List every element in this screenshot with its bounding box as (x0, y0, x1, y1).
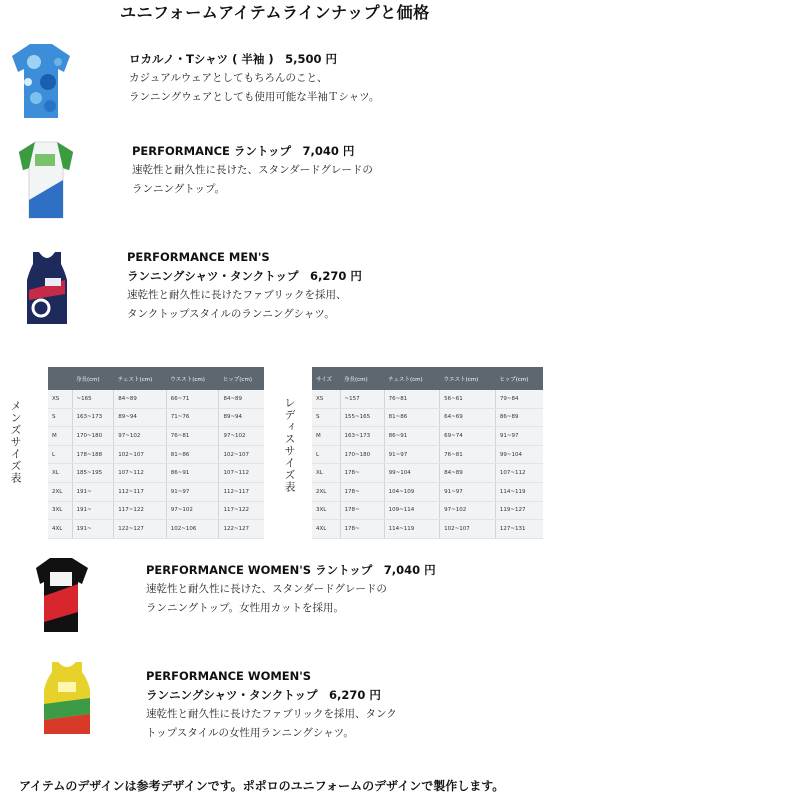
table-row (312, 520, 543, 539)
table-cell: 71~76 (166, 408, 219, 427)
table-cell: XL (312, 464, 340, 483)
table-cell: 86~91 (166, 464, 219, 483)
column-header: ウエスト(cm) (440, 367, 496, 390)
item-name: ロカルノ・Tシャツ ( 半袖 ) 5,500 円 (129, 52, 338, 66)
table-cell: 79~84 (495, 390, 543, 408)
run-top-image (15, 140, 77, 220)
ladies-size-table (312, 367, 543, 539)
table-cell: 178~188 (72, 445, 114, 464)
table-row (312, 408, 543, 427)
table-cell: 4XL (312, 520, 340, 539)
table-cell: 69~74 (440, 427, 496, 446)
table-cell: 2XL (48, 482, 72, 501)
table-cell: 84~89 (114, 390, 167, 408)
item-1 (129, 50, 379, 107)
table-cell: 114~119 (384, 520, 440, 539)
table-cell: 4XL (48, 520, 72, 539)
table-cell: 99~104 (384, 464, 440, 483)
table-row (312, 390, 543, 408)
table-row (48, 445, 264, 464)
table-row (48, 520, 264, 539)
item-5 (146, 667, 397, 743)
table-row (48, 390, 264, 408)
table-cell: S (48, 408, 72, 427)
item-name: PERFORMANCE WOMEN'S ラントップ 7,040 円 (146, 563, 436, 577)
mens-size-label: メンズサイズ表 (9, 400, 22, 484)
table-cell: 191~ (72, 482, 114, 501)
table-cell: 76~81 (166, 427, 219, 446)
item-desc-line: 速乾性と耐久性に長けたファブリックを採用、タンク (146, 708, 397, 720)
table-cell: 76~81 (440, 445, 496, 464)
table-cell: S (312, 408, 340, 427)
table-cell: 64~69 (440, 408, 496, 427)
item-desc-line: 速乾性と耐久性に長けたファブリックを採用、 (127, 289, 347, 301)
table-cell: 66~71 (166, 390, 219, 408)
item-name: PERFORMANCE WOMEN'S (146, 669, 312, 683)
table-cell: 170~180 (340, 445, 384, 464)
item-desc-line: ランニングトップ。 (132, 183, 226, 195)
table-cell: 163~173 (340, 427, 384, 446)
table-cell: 97~102 (114, 427, 167, 446)
table-cell: ~157 (340, 390, 384, 408)
table-header-row (312, 367, 543, 390)
item-desc-line: カジュアルウェアとしてもちろんのこと、 (129, 72, 328, 84)
table-cell: ~165 (72, 390, 114, 408)
table-cell: 102~107 (114, 445, 167, 464)
table-cell: 97~102 (219, 427, 264, 446)
item-desc-line: 速乾性と耐久性に長けた、スタンダードグレードの (132, 164, 373, 176)
table-cell: 97~102 (166, 501, 219, 520)
table-row (312, 464, 543, 483)
table-cell: 185~195 (72, 464, 114, 483)
table-row (312, 482, 543, 501)
item-desc-line: ランニングウェアとしても使用可能な半袖Ｔシャツ。 (129, 91, 380, 103)
table-row (48, 464, 264, 483)
table-row (48, 427, 264, 446)
item-name: PERFORMANCE MEN'S (127, 250, 270, 264)
table-cell: L (48, 445, 72, 464)
ladies-size-label: レディスサイズ表 (283, 397, 296, 493)
table-cell: 178~ (340, 464, 384, 483)
table-cell: 56~61 (440, 390, 496, 408)
table-cell: 91~97 (495, 427, 543, 446)
column-header: ヒップ(cm) (495, 367, 543, 390)
item-name-line2: ランニングシャツ・タンクトップ 6,270 円 (146, 688, 381, 702)
table-cell: 178~ (340, 482, 384, 501)
womens-run-top-image (34, 556, 90, 634)
table-cell: 91~97 (440, 482, 496, 501)
table-cell: 112~117 (219, 482, 264, 501)
table-cell: 102~107 (219, 445, 264, 464)
table-cell: M (312, 427, 340, 446)
table-cell: 84~89 (219, 390, 264, 408)
column-header (48, 367, 72, 390)
table-cell: 122~127 (114, 520, 167, 539)
table-row (48, 408, 264, 427)
womens-tank-top-image (42, 660, 92, 736)
table-cell: 76~81 (384, 390, 440, 408)
column-header: 身長(cm) (72, 367, 114, 390)
column-header: チェスト(cm) (114, 367, 167, 390)
table-row (312, 427, 543, 446)
table-cell: 89~94 (114, 408, 167, 427)
item-4 (146, 561, 436, 618)
table-cell: 155~165 (340, 408, 384, 427)
table-cell: 81~86 (384, 408, 440, 427)
table-cell: 107~112 (495, 464, 543, 483)
mens-size-table (48, 367, 264, 539)
table-cell: 178~ (340, 501, 384, 520)
table-row (312, 501, 543, 520)
table-cell: 170~180 (72, 427, 114, 446)
table-cell: 191~ (72, 501, 114, 520)
table-cell: 99~104 (495, 445, 543, 464)
tank-top-image (25, 250, 69, 326)
footer-note: アイテムのデザインは参考デザインです。ポポロのユニフォームのデザインで製作します。 (19, 779, 505, 793)
table-cell: 107~112 (114, 464, 167, 483)
table-cell: 86~89 (495, 408, 543, 427)
table-cell: XS (48, 390, 72, 408)
table-cell: 86~91 (384, 427, 440, 446)
table-cell: 163~173 (72, 408, 114, 427)
column-header: チェスト(cm) (384, 367, 440, 390)
table-cell: 112~117 (114, 482, 167, 501)
column-header: 身長(cm) (340, 367, 384, 390)
table-cell: XS (312, 390, 340, 408)
table-cell: 91~97 (384, 445, 440, 464)
page-title: ユニフォームアイテムラインナップと価格 (120, 3, 430, 22)
table-cell: 127~131 (495, 520, 543, 539)
item-desc-line: 速乾性と耐久性に長けた、スタンダードグレードの (146, 583, 387, 595)
table-cell: 3XL (48, 501, 72, 520)
table-cell: 102~106 (166, 520, 219, 539)
table-cell: 191~ (72, 520, 114, 539)
item-3 (127, 248, 362, 324)
column-header: ウエスト(cm) (166, 367, 219, 390)
table-cell: XL (48, 464, 72, 483)
table-cell: 117~122 (219, 501, 264, 520)
t-shirt-image (10, 42, 72, 120)
table-cell: 89~94 (219, 408, 264, 427)
item-2 (132, 142, 373, 199)
table-header-row (48, 367, 264, 390)
table-row (48, 501, 264, 520)
column-header: サイズ (312, 367, 340, 390)
item-name: PERFORMANCE ラントップ 7,040 円 (132, 144, 355, 158)
item-desc-line: タンクトップスタイルのランニングシャツ。 (127, 308, 335, 320)
table-cell: 102~107 (440, 520, 496, 539)
table-cell: 117~122 (114, 501, 167, 520)
table-cell: 114~119 (495, 482, 543, 501)
table-cell: 109~114 (384, 501, 440, 520)
table-cell: 104~109 (384, 482, 440, 501)
table-cell: 81~86 (166, 445, 219, 464)
table-cell: 84~89 (440, 464, 496, 483)
table-cell: 178~ (340, 520, 384, 539)
table-cell: 122~127 (219, 520, 264, 539)
column-header: ヒップ(cm) (219, 367, 264, 390)
table-cell: 97~102 (440, 501, 496, 520)
table-row (48, 482, 264, 501)
table-cell: 3XL (312, 501, 340, 520)
table-cell: 91~97 (166, 482, 219, 501)
item-desc-line: ランニングトップ。女性用カットを採用。 (146, 602, 345, 614)
item-name-line2: ランニングシャツ・タンクトップ 6,270 円 (127, 269, 362, 283)
table-cell: M (48, 427, 72, 446)
table-row (312, 445, 543, 464)
item-desc-line: トップスタイルの女性用ランニングシャツ。 (146, 727, 354, 739)
table-cell: 107~112 (219, 464, 264, 483)
table-cell: 119~127 (495, 501, 543, 520)
table-cell: L (312, 445, 340, 464)
table-cell: 2XL (312, 482, 340, 501)
